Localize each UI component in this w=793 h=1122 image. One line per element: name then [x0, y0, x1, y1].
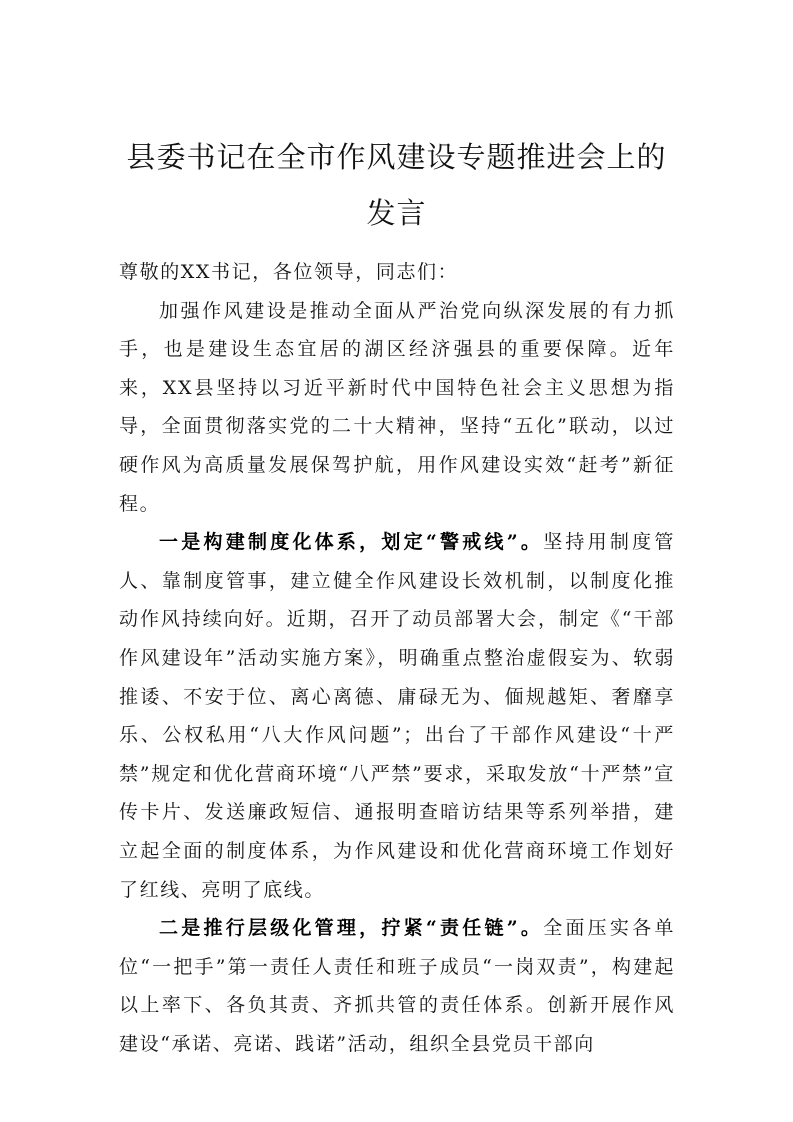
paragraph-point-1-text: 坚持用制度管人、靠制度管事，建立健全作风建设长效机制，以制度化推动作风持续向好。近期，召开了动员部署大会，制定《“干部作风建设年”活动实施方案》，明确重点整治虚假妄为、软弱推诿、不安于位、离心离德、庸碌无为、偭规越矩、奢靡享乐、公权私用“八大作风问题”；出台了干部作风建设“十严禁”规定和优化营商环境“八严禁”要求，采取发放“十严禁”宣传卡片、发送廉政短信、通报明查暗访结果等系列举措，建立起全面的制度体系，为作风建设和优化营商环境工作划好了红线、亮明了底线。: [119, 531, 675, 901]
paragraph-intro-text: 加强作风建设是推动全面从严治党向纵深发展的有力抓手，也是建设生态宜居的湖区经济强县的重要保障。近年来，XX县坚持以习近平新时代中国特色社会主义思想为指导，全面贯彻落实党的二十大精神，坚持“五化”联动，以过硬作风为高质量发展保驾护航，用作风建设实效“赶考”新征程。: [119, 299, 675, 515]
paragraph-point-1-heading: 一是构建制度化体系，划定“警戒线”。: [159, 531, 544, 554]
paragraph-point-2: [119, 909, 675, 1063]
paragraph-point-2-text: 全面压实各单位“一把手”第一责任人责任和班子成员“一岗双责”，构建起以上率下、各负其责、齐抓共管的责任体系。创新开展作风建设“承诺、亮诺、践诺”活动，组织全县党员干部向: [119, 917, 675, 1055]
document-body: [119, 253, 675, 1063]
paragraph-intro: [119, 292, 675, 524]
paragraph-point-1: [119, 523, 675, 909]
document-title-line-2: 发言: [366, 196, 427, 230]
document-title-line-1: 县委书记在全市作风建设专题推进会上的: [126, 140, 667, 174]
paragraph-point-2-heading: 二是推行层级化管理，拧紧“责任链”。: [159, 917, 544, 940]
salutation: 尊敬的XX书记，各位领导，同志们：: [119, 261, 459, 283]
